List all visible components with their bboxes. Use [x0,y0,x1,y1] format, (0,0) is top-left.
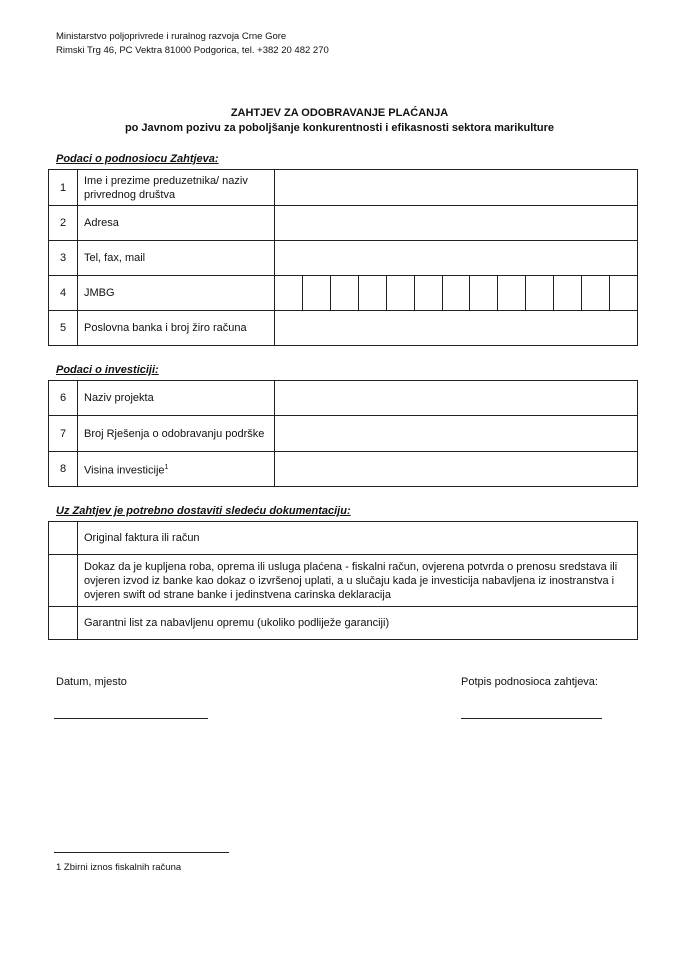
row-label: Naziv projekta [78,381,275,416]
jmbg-digit-cell[interactable] [554,276,582,310]
row-label: Poslovna banka i broj žiro računa [78,311,275,346]
signature-label: Potpis podnosioca zahtjeva: [461,676,598,688]
document-item: Garantni list za nabavljenu opremu (ukoliko podliježe garanciji) [78,607,638,640]
name-field[interactable] [275,170,638,206]
applicant-table [48,169,638,346]
table-row [49,416,638,452]
jmbg-digit-cell[interactable] [443,276,471,310]
documents-table [48,521,638,640]
footnote-text: 1 Zbirni iznos fiskalnih računa [56,862,182,873]
row-label: Ime i prezime preduzetnika/ naziv privrednog društva [78,170,275,206]
table-row [49,381,638,416]
jmbg-digit-cell[interactable] [470,276,498,310]
row-number: 4 [49,276,78,311]
jmbg-digit-cell[interactable] [331,276,359,310]
jmbg-digit-cell[interactable] [303,276,331,310]
title-line-1: ZAHTJEV ZA ODOBRAVANJE PLAĆANJA [230,107,449,119]
jmbg-digit-cell[interactable] [498,276,526,310]
jmbg-digit-cell[interactable] [359,276,387,310]
bank-account-field[interactable] [275,311,638,346]
jmbg-digit-cell[interactable] [610,276,637,310]
signature-line[interactable] [461,718,602,719]
row-label [78,452,275,487]
row-number: 8 [49,452,78,487]
table-row [49,555,638,607]
jmbg-digit-cell[interactable] [526,276,554,310]
row-label: JMBG [78,276,275,311]
row-number: 6 [49,381,78,416]
document-item: Dokaz da je kupljena roba, oprema ili usluga plaćena - fiskalni račun, ovjerena potvrda o prenosu sredstava ili ovjeren izvod iz banke kao dokaz o izvršenoj uplati, a u slučaju kada je investicija nabavljena iz inostranstva i ovjeren swift od strane banke i jedinstvena carinska deklaracija [78,555,638,607]
table-row [49,452,638,487]
row-number: 2 [49,206,78,241]
section-documents-label: Uz Zahtjev je potrebno dostaviti sledeću dokumentaciju: [56,505,351,517]
title-line-2: po Javnom pozivu za poboljšanje konkurentnosti i efikasnosti sektora marikulture [124,122,555,134]
jmbg-field [275,276,638,311]
table-row [49,241,638,276]
jmbg-digit-cell[interactable] [275,276,303,310]
row-label: Tel, fax, mail [78,241,275,276]
row-number: 1 [49,170,78,206]
contact-field[interactable] [275,241,638,276]
investment-amount-field[interactable] [275,452,638,487]
jmbg-digit-cell[interactable] [582,276,610,310]
row-label: Broj Rješenja o odobravanju podrške [78,416,275,452]
table-row [49,276,638,311]
footnote-divider [54,852,229,853]
date-place-label: Datum, mjesto [56,676,127,688]
row-label: Adresa [78,206,275,241]
investment-amount-label: Visina investicije [84,464,165,477]
header-line-2: Rimski Trg 46, PC Vektra 81000 Podgorica, tel. +382 20 482 270 [56,45,329,56]
document-title [0,106,679,136]
header-line-1: Ministarstvo poljoprivrede i ruralnog razvoja Crne Gore [56,31,287,42]
investment-table [48,380,638,487]
decision-number-field[interactable] [275,416,638,452]
ministry-header [56,30,329,58]
table-row [49,607,638,640]
row-number: 5 [49,311,78,346]
row-number: 7 [49,416,78,452]
table-row [49,170,638,206]
document-item: Original faktura ili račun [78,522,638,555]
document-checkbox-cell[interactable] [49,607,78,640]
address-field[interactable] [275,206,638,241]
table-row [49,522,638,555]
section-investment-label: Podaci o investiciji: [56,364,159,376]
date-place-line[interactable] [54,718,208,719]
jmbg-digit-cell[interactable] [415,276,443,310]
project-name-field[interactable] [275,381,638,416]
jmbg-digit-cell[interactable] [387,276,415,310]
document-checkbox-cell[interactable] [49,555,78,607]
row-number: 3 [49,241,78,276]
table-row [49,206,638,241]
document-checkbox-cell[interactable] [49,522,78,555]
footnote-marker: 1 [164,463,169,471]
section-applicant-label: Podaci o podnosiocu Zahtjeva: [56,153,219,165]
table-row [49,311,638,346]
